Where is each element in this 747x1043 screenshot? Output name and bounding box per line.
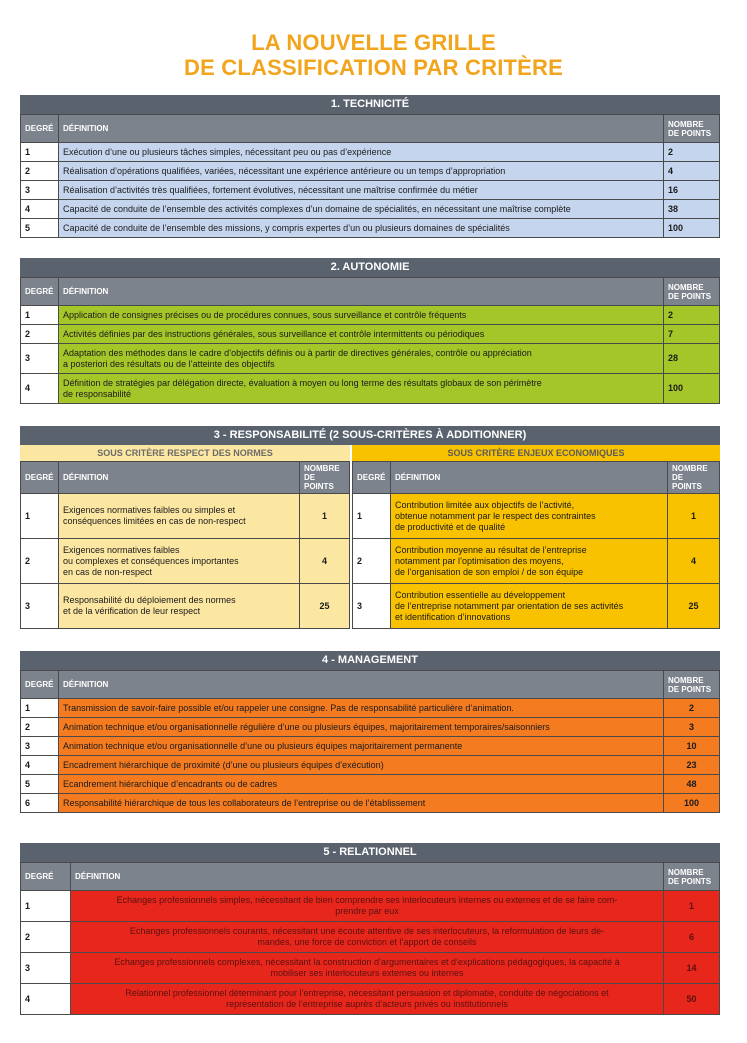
- section-responsabilite: [20, 426, 720, 629]
- definition-line: Contribution limitée aux objectifs de l’activité,: [395, 499, 575, 510]
- row-degre: 1: [21, 143, 59, 162]
- row-points: 50: [664, 984, 720, 1015]
- row-degre: 4: [21, 200, 59, 219]
- table-row: [21, 181, 720, 200]
- definition-line: ou complexes et conséquences importantes: [63, 555, 239, 566]
- header-points-2: DE POINTS: [668, 128, 712, 138]
- row-points: 1: [300, 494, 350, 539]
- definition-line: de responsabilité: [63, 388, 132, 399]
- section-technicite: [20, 95, 720, 238]
- subsection-title: SOUS CRITÈRE RESPECT DES NORMES: [20, 445, 350, 461]
- section-title: 1. TECHNICITÉ: [20, 95, 720, 114]
- header-degre: DEGRÉ: [21, 462, 59, 494]
- row-definition: Ecandrement hiérarchique d’encadrants ou de cadres: [59, 775, 664, 794]
- definition-line: Contribution essentielle au développement: [395, 589, 566, 600]
- row-definition: [71, 953, 664, 984]
- row-definition: [71, 984, 664, 1015]
- row-degre: 3: [21, 181, 59, 200]
- header-degre: DEGRÉ: [21, 671, 59, 699]
- table-row: [21, 794, 720, 813]
- definition-line: et identification d’innovations: [395, 611, 511, 622]
- row-degre: 2: [21, 325, 59, 344]
- definition-line: Echanges professionnels courants, nécessitant une écoute attentive de ses interlocuteurs, la reformulation de leurs de-: [129, 926, 605, 936]
- row-points: 16: [664, 181, 720, 200]
- table-row: [21, 718, 720, 737]
- table-row: [21, 756, 720, 775]
- row-points: 3: [664, 718, 720, 737]
- title-line-1: LA NOUVELLE GRILLE: [251, 30, 496, 55]
- row-degre: 4: [21, 374, 59, 404]
- row-points: 100: [664, 374, 720, 404]
- row-definition: [59, 584, 300, 629]
- row-degre: 1: [21, 306, 59, 325]
- definition-line: Contribution moyenne au résultat de l’entreprise: [395, 544, 587, 555]
- table-row: [21, 775, 720, 794]
- table-header: [21, 671, 720, 699]
- header-definition: DÉFINITION: [59, 278, 664, 306]
- page-title: [0, 30, 747, 80]
- management-table: [20, 670, 720, 813]
- row-definition: [391, 584, 668, 629]
- respect-table: [20, 461, 350, 629]
- row-degre: 2: [21, 718, 59, 737]
- row-degre: 1: [21, 891, 71, 922]
- definition-line: de l’organisation de son emploi / de son équipe: [395, 566, 584, 577]
- definition-line: Relationnel professionnel déterminant pour l’entreprise, nécessitant persuasion et diplomatie, conduite de négociations et: [125, 988, 609, 998]
- subsection-respect-normes: [20, 445, 350, 629]
- table-row: [21, 494, 350, 539]
- row-degre: 3: [21, 737, 59, 756]
- row-points: 1: [668, 494, 720, 539]
- row-degre: 3: [353, 584, 391, 629]
- row-definition: [391, 494, 668, 539]
- row-definition: Encadrement hiérarchique de proximité (d’une ou plusieurs équipes d’exécution): [59, 756, 664, 775]
- header-points: [668, 462, 720, 494]
- definition-line: mandes, une force de conviction et l’apport de conseils: [257, 937, 477, 947]
- header-points: [664, 671, 720, 699]
- row-points: 100: [664, 794, 720, 813]
- row-points: 100: [664, 219, 720, 238]
- row-points: 2: [664, 143, 720, 162]
- table-row: [21, 325, 720, 344]
- definition-line: Définition de stratégies par délégation directe, évaluation à moyen ou long terme des résultats globaux de son périmètre: [63, 377, 542, 388]
- row-degre: 2: [21, 922, 71, 953]
- row-degre: 3: [21, 584, 59, 629]
- row-definition: Réalisation d’activités très qualifiées, fortement évolutives, nécessitant une maîtrise confirmée du métier: [59, 181, 664, 200]
- header-points: [664, 115, 720, 143]
- header-points: [300, 462, 350, 494]
- definition-line: Responsabilité du déploiement des normes: [63, 595, 236, 605]
- subsection-title: SOUS CRITÈRE ENJEUX ECONOMIQUES: [352, 445, 720, 461]
- relationnel-table: [20, 862, 720, 1015]
- table-row: [21, 984, 720, 1015]
- section-title: 2. AUTONOMIE: [20, 258, 720, 277]
- definition-line: représentation de l’entreprise auprès d’acteurs privés ou institutionnels: [226, 999, 508, 1009]
- row-definition: Exécution d’une ou plusieurs tâches simples, nécessitant peu ou pas d’expérience: [59, 143, 664, 162]
- row-degre: 3: [21, 344, 59, 374]
- header-points: [664, 278, 720, 306]
- table-header: [21, 462, 350, 494]
- row-points: 2: [664, 699, 720, 718]
- table-row: [21, 219, 720, 238]
- header-points-1: NOMBRE: [668, 675, 704, 685]
- enjeux-table: [352, 461, 720, 629]
- definition-line: a posteriori des résultats ou de l’atteinte des objectifs: [63, 358, 275, 369]
- row-points: 25: [668, 584, 720, 629]
- row-degre: 4: [21, 756, 59, 775]
- row-degre: 2: [21, 162, 59, 181]
- row-definition: Transmission de savoir-faire possible et/ou rappeler une consigne. Pas de responsabilité particulière d’animation.: [59, 699, 664, 718]
- row-definition: Capacité de conduite de l’ensemble des activités complexes d’un domaine de spécialités, en nécessitant une maîtrise complète: [59, 200, 664, 219]
- header-degre: DEGRÉ: [353, 462, 391, 494]
- table-header: [21, 278, 720, 306]
- header-points-2: DE POINTS: [668, 684, 712, 694]
- definition-line: Echanges professionnels simples, nécessitant de bien comprendre ses interlocuteurs internes ou externes et de se faire com-: [116, 895, 618, 905]
- definition-line: notamment par l’optimisation des moyens,: [395, 555, 564, 566]
- row-points: 28: [664, 344, 720, 374]
- row-definition: Capacité de conduite de l’ensemble des missions, y compris expertes d’un ou plusieurs domaines de spécialités: [59, 219, 664, 238]
- table-row: [21, 143, 720, 162]
- header-points-1: NOMBRE: [304, 464, 340, 473]
- definition-line: Exigences normatives faibles: [63, 544, 180, 555]
- row-definition: [59, 344, 664, 374]
- row-degre: 1: [353, 494, 391, 539]
- section-title: 3 - RESPONSABILITÉ (2 SOUS-CRITÈRES À ADDITIONNER): [20, 426, 720, 445]
- table-row: [21, 162, 720, 181]
- row-degre: 5: [21, 219, 59, 238]
- row-points: 7: [664, 325, 720, 344]
- table-row: [21, 200, 720, 219]
- definition-line: Echanges professionnels complexes, nécessitant la construction d’argumentaires et d’explications pédagogiques, la capacité à: [114, 957, 620, 967]
- row-degre: 5: [21, 775, 59, 794]
- header-definition: DÉFINITION: [59, 115, 664, 143]
- header-points-1: NOMBRE: [668, 119, 704, 129]
- row-definition: [71, 922, 664, 953]
- section-title: 5 - RELATIONNEL: [20, 843, 720, 862]
- row-points: 4: [300, 539, 350, 584]
- table-row: [21, 539, 350, 584]
- section-autonomie: [20, 258, 720, 404]
- subsection-enjeux-economiques: [352, 445, 720, 629]
- header-points-1: NOMBRE: [668, 867, 704, 877]
- title-line-2: DE CLASSIFICATION PAR CRITÈRE: [184, 55, 563, 80]
- row-degre: 1: [21, 699, 59, 718]
- row-definition: [59, 374, 664, 404]
- header-definition: DÉFINITION: [391, 462, 668, 494]
- header-points-2: DE POINTS: [672, 473, 702, 491]
- row-definition: [71, 891, 664, 922]
- definition-line: Exigences normatives faibles ou simples et: [63, 505, 236, 515]
- header-points-2: DE POINTS: [668, 291, 712, 301]
- table-row: [353, 539, 720, 584]
- definition-line: conséquences limitées en cas de non-respect: [63, 516, 246, 526]
- header-definition: DÉFINITION: [59, 671, 664, 699]
- row-points: 48: [664, 775, 720, 794]
- row-points: 4: [668, 539, 720, 584]
- section-management: [20, 651, 720, 813]
- header-definition: DÉFINITION: [71, 863, 664, 891]
- definition-line: prendre par eux: [335, 906, 399, 916]
- row-degre: 3: [21, 953, 71, 984]
- table-header: [21, 115, 720, 143]
- row-points: 14: [664, 953, 720, 984]
- header-points-1: NOMBRE: [672, 464, 708, 473]
- row-definition: [59, 494, 300, 539]
- definition-line: en cas de non-respect: [63, 566, 153, 577]
- table-row: [21, 891, 720, 922]
- table-row: [21, 374, 720, 404]
- table-row: [21, 306, 720, 325]
- table-row: [353, 494, 720, 539]
- header-points-2: DE POINTS: [304, 473, 334, 491]
- row-degre: 1: [21, 494, 59, 539]
- row-definition: [59, 539, 300, 584]
- definition-line: et de la vérification de leur respect: [63, 606, 201, 616]
- row-definition: Responsabilité hiérarchique de tous les collaborateurs de l’entreprise ou de l’établissement: [59, 794, 664, 813]
- definition-line: mobiliser ses interlocuteurs externes ou internes: [270, 968, 464, 978]
- row-definition: Réalisation d’opérations qualifiées, variées, nécessitant une expérience antérieure ou un temps d’appropriation: [59, 162, 664, 181]
- header-points-2: DE POINTS: [668, 876, 712, 886]
- row-definition: Animation technique et/ou organisationnelle d’une ou plusieurs équipes majoritairement permanente: [59, 737, 664, 756]
- table-row: [21, 922, 720, 953]
- row-points: 25: [300, 584, 350, 629]
- header-degre: DEGRÉ: [21, 863, 71, 891]
- row-definition: Activités définies par des instructions générales, sous surveillance et contrôle intermittents ou périodiques: [59, 325, 664, 344]
- table-row: [21, 584, 350, 629]
- table-row: [353, 584, 720, 629]
- section-relationnel: [20, 843, 720, 1015]
- row-points: 23: [664, 756, 720, 775]
- header-degre: DEGRÉ: [21, 278, 59, 306]
- header-points-1: NOMBRE: [668, 282, 704, 292]
- header-points: [664, 863, 720, 891]
- table-header: [21, 863, 720, 891]
- row-degre: 2: [353, 539, 391, 584]
- row-points: 10: [664, 737, 720, 756]
- definition-line: Adaptation des méthodes dans le cadre d’objectifs définis ou à partir de directives générales, contrôle ou appréciation: [63, 347, 532, 358]
- table-row: [21, 344, 720, 374]
- row-definition: Animation technique et/ou organisationnelle régulière d’une ou plusieurs équipes, majoritairement temporaires/saisonniers: [59, 718, 664, 737]
- row-points: 6: [664, 922, 720, 953]
- autonomie-table: [20, 277, 720, 404]
- table-row: [21, 737, 720, 756]
- header-definition: DÉFINITION: [59, 462, 300, 494]
- row-points: 1: [664, 891, 720, 922]
- header-degre: DEGRÉ: [21, 115, 59, 143]
- section-title: 4 - MANAGEMENT: [20, 651, 720, 670]
- row-degre: 4: [21, 984, 71, 1015]
- row-degre: 6: [21, 794, 59, 813]
- row-points: 38: [664, 200, 720, 219]
- row-points: 2: [664, 306, 720, 325]
- table-header: [353, 462, 720, 494]
- definition-line: de productivité et de qualité: [395, 521, 506, 532]
- row-points: 4: [664, 162, 720, 181]
- row-definition: Application de consignes précises ou de procédures connues, sous surveillance et contrôle fréquents: [59, 306, 664, 325]
- technicite-table: [20, 114, 720, 238]
- table-row: [21, 953, 720, 984]
- definition-line: obtenue notamment par le respect des contraintes: [395, 510, 596, 521]
- table-row: [21, 699, 720, 718]
- definition-line: de l’entreprise notamment par orientation de ses activités: [395, 600, 624, 611]
- row-degre: 2: [21, 539, 59, 584]
- row-definition: [391, 539, 668, 584]
